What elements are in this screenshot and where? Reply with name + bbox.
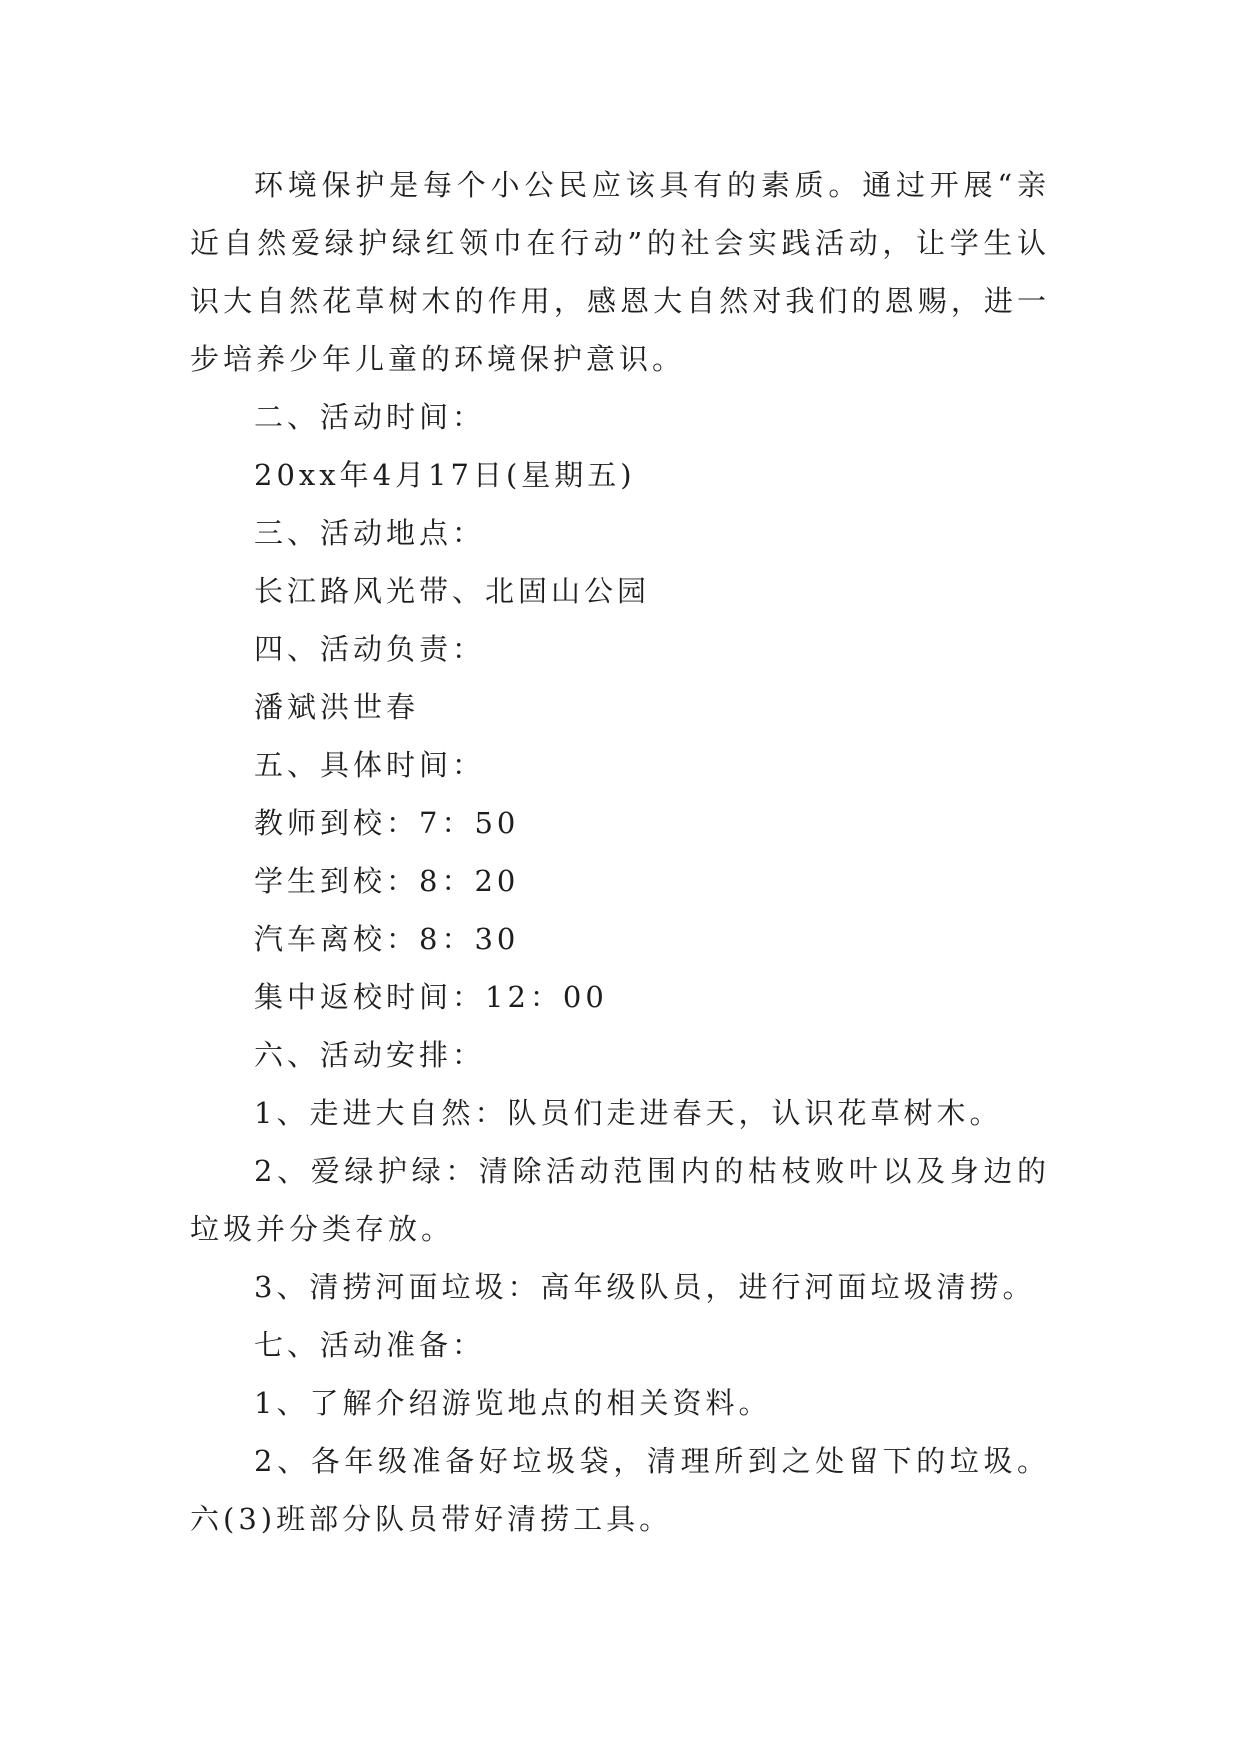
arrangement-item-3: 3、清捞河面垃圾：高年级队员，进行河面垃圾清捞。 — [254, 1270, 1036, 1304]
arrangement-item-2: 2、爱绿护绿：清除活动范围内的枯枝败叶以及身边的垃圾并分类存放。 — [190, 1154, 1050, 1246]
section-heading-schedule: 五、具体时间： — [254, 748, 486, 782]
preparation-item-1: 1、了解介绍游览地点的相关资料。 — [254, 1386, 772, 1420]
section-heading-preparation: 七、活动准备： — [254, 1328, 486, 1362]
responsible-persons: 潘斌洪世春 — [254, 690, 420, 724]
schedule-students-arrive: 学生到校：8：20 — [254, 864, 520, 898]
schedule-teachers-arrive: 教师到校：7：50 — [254, 806, 520, 840]
section-heading-arrangement: 六、活动安排： — [254, 1038, 486, 1072]
section-heading-responsible: 四、活动负责： — [254, 632, 486, 666]
document-body — [190, 156, 1050, 1548]
intro-paragraph: 环境保护是每个小公民应该具有的素质。通过开展“亲近自然爱绿护绿红领巾在行动”的社会实践活动，让学生认识大自然花草树木的作用，感恩大自然对我们的恩赐，进一步培养少年儿童的环境保护意识。 — [190, 168, 1050, 376]
schedule-bus-departs: 汽车离校：8：30 — [254, 922, 520, 956]
activity-location: 长江路风光带、北固山公园 — [254, 574, 651, 608]
section-heading-location: 三、活动地点： — [254, 516, 486, 550]
preparation-item-2: 2、各年级准备好垃圾袋，清理所到之处留下的垃圾。六(3)班部分队员带好清捞工具。 — [190, 1444, 1050, 1536]
schedule-return: 集中返校时间：12：00 — [254, 980, 608, 1014]
section-heading-time: 二、活动时间： — [254, 400, 486, 434]
arrangement-item-1: 1、走进大自然：队员们走进春天，认识花草树木。 — [254, 1096, 1003, 1130]
activity-date: 20xx年4月17日(星期五) — [254, 458, 636, 492]
